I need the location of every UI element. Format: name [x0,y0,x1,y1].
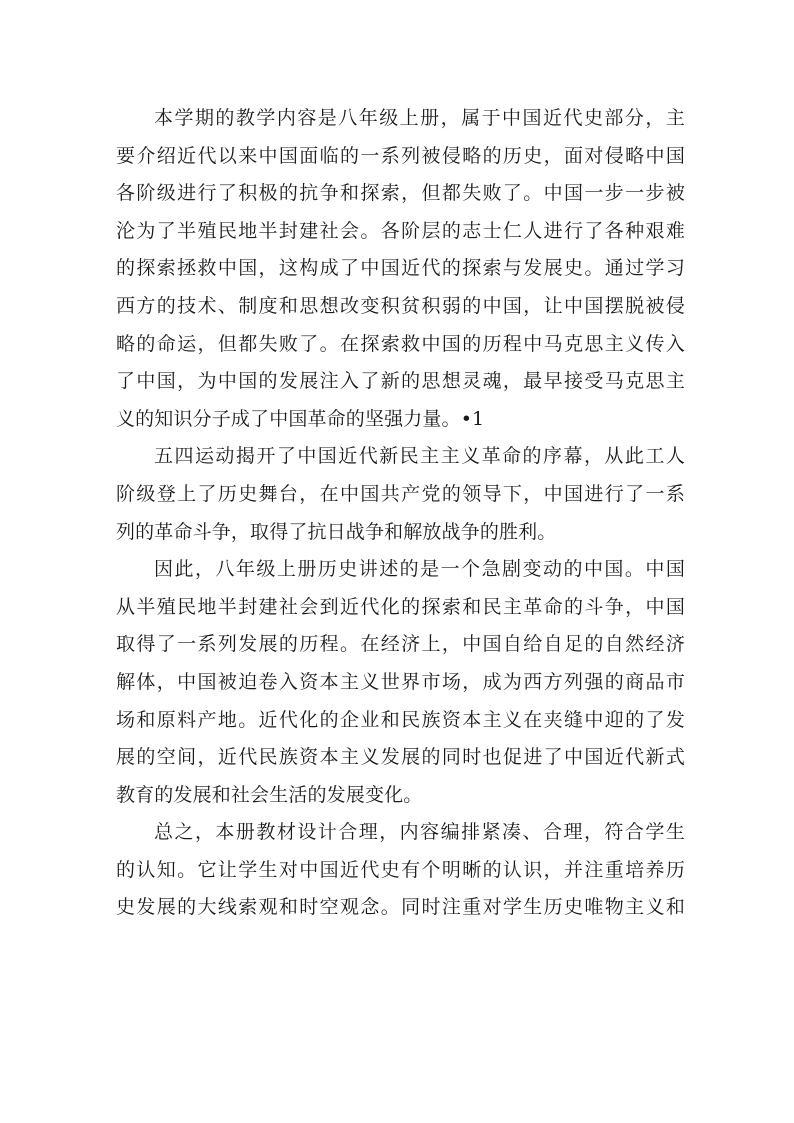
text-line: 场和原料产地。近代化的企业和民族资本主义在夹缝中迎的了发 [116,708,685,731]
text-line: 略的命运，但都失败了。在探索救中国的历程中马克思主义传入 [116,332,685,355]
text-line: 五四运动揭开了中国近代新民主主义革命的序幕，从此工人 [154,445,685,468]
text-line: 取得了一系列发展的历程。在经济上，中国自给自足的自然经济 [116,633,685,656]
text-line: 阶级登上了历史舞台，在中国共产党的领导下，中国进行了一系 [116,482,685,505]
text-line: 了中国，为中国的发展注入了新的思想灵魂，最早接受马克思主 [116,370,685,393]
text-line: 义的知识分子成了中国革命的坚强力量。•1 [116,407,485,430]
text-line: 西方的技术、制度和思想改变积贫积弱的中国，让中国摆脱被侵 [116,294,685,317]
text-line: 沦为了半殖民地半封建社会。各阶层的志士仁人进行了各种艰难 [116,219,685,242]
text-line: 史发展的大线索观和时空观念。同时注重对学生历史唯物主义和 [116,896,685,919]
text-line: 解体，中国被迫卷入资本主义世界市场，成为西方列强的商品市 [116,670,685,693]
text-line: 要介绍近代以来中国面临的一系列被侵略的历史，面对侵略中国 [116,144,685,167]
paragraph [116,438,685,551]
text-line: 列的革命斗争，取得了抗日战争和解放战争的胜利。 [116,520,557,543]
text-line: 各阶级进行了积极的抗争和探索，但都失败了。中国一步一步被 [116,182,685,205]
text-line: 本学期的教学内容是八年级上册，属于中国近代史部分，主 [154,107,685,129]
paragraph [116,100,685,438]
text-line: 展的空间，近代民族资本主义发展的同时也促进了中国近代新式 [116,746,685,769]
document-body [116,100,685,927]
paragraph [116,551,685,814]
paragraph [116,814,685,927]
text-line: 的探索拯救中国，这构成了中国近代的探索与发展史。通过学习 [116,257,685,280]
text-line: 因此，八年级上册历史讲述的是一个急剧变动的中国。中国 [154,558,685,581]
text-line: 从半殖民地半封建社会到近代化的探索和民主革命的斗争，中国 [116,595,685,618]
text-line: 的认知。它让学生对中国近代史有个明晰的认识，并注重培养历 [116,858,685,881]
text-line: 总之，本册教材设计合理，内容编排紧凑、合理，符合学生 [154,821,685,844]
text-line: 教育的发展和社会生活的发展变化。 [116,783,423,806]
